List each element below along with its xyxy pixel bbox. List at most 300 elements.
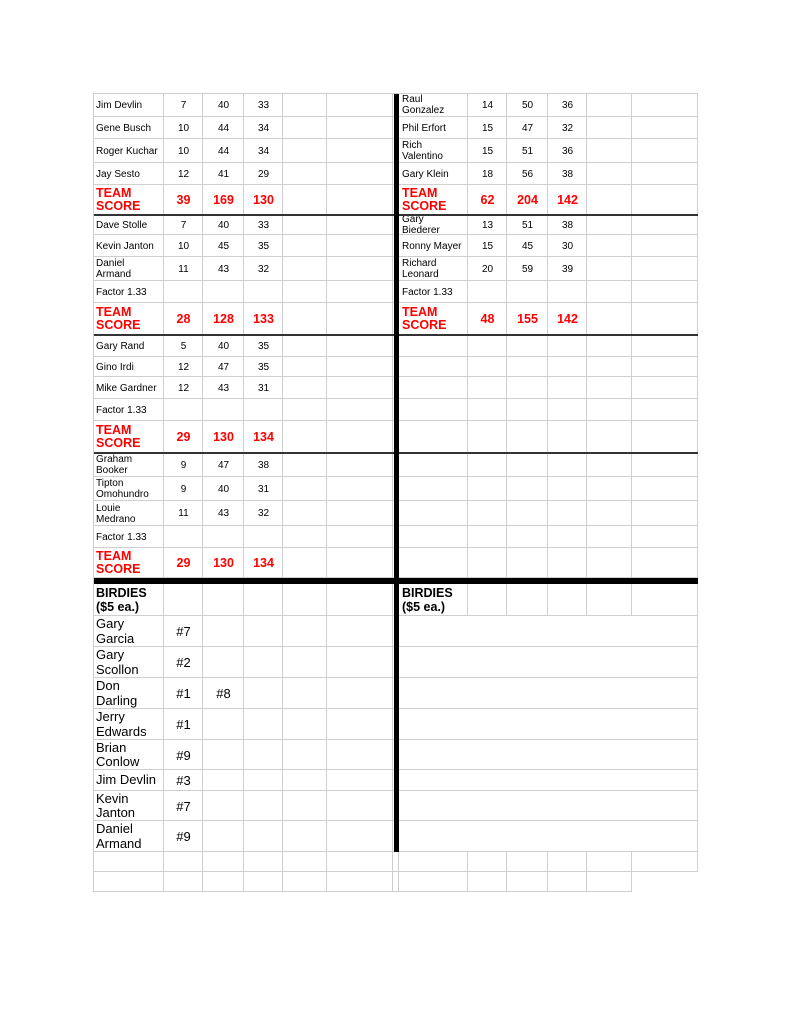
grid-cell [507, 335, 548, 357]
grid-cell [632, 421, 698, 453]
player-score: 12 [177, 382, 190, 394]
grid-cell [327, 526, 393, 548]
grid-cell [632, 852, 698, 872]
team-score-value: 48 [480, 311, 495, 326]
grid-cell [587, 235, 632, 257]
grid-cell [244, 872, 283, 892]
grid-cell [283, 872, 327, 892]
team-score-value: 134 [253, 429, 274, 444]
grid-cell [164, 852, 203, 872]
player-score [468, 281, 507, 303]
grid-cell [327, 821, 393, 852]
grid-cell [399, 770, 698, 791]
birdies-header: BIRDIES ($5 ea.) [96, 586, 147, 614]
player-score: 7 [180, 99, 187, 111]
grid-cell [548, 477, 587, 501]
player-score: 12 [177, 168, 190, 180]
grid-cell [327, 257, 393, 281]
grid-cell [327, 139, 393, 163]
grid-cell [327, 357, 393, 377]
grid-cell [399, 377, 468, 399]
grid-cell [327, 872, 393, 892]
player-name: Tipton Omohundro [96, 478, 149, 500]
grid-cell [283, 163, 327, 185]
player-score: 36 [561, 145, 574, 157]
grid-cell [399, 335, 468, 357]
team-score-value: 29 [176, 429, 191, 444]
birdie-hole: #9 [176, 747, 191, 763]
grid-cell [632, 163, 698, 185]
player-score: 45 [217, 240, 230, 252]
team-score-value: 29 [176, 555, 191, 570]
grid-cell [327, 709, 393, 740]
grid-cell [283, 501, 327, 526]
grid-cell [548, 357, 587, 377]
grid-cell [283, 548, 327, 578]
player-name: Dave Stolle [96, 219, 148, 231]
grid-cell [399, 399, 468, 421]
birdie-hole [203, 616, 244, 647]
grid-cell [399, 872, 468, 892]
player-score: 38 [561, 219, 574, 231]
grid-cell [548, 872, 587, 892]
birdie-hole: #1 [176, 686, 191, 701]
player-score: 32 [561, 122, 574, 134]
player-score: 38 [257, 459, 270, 471]
player-name: Gino Irdi [96, 361, 134, 373]
grid-cell [93, 872, 164, 892]
birdie-player-name: Don Darling [96, 678, 138, 708]
player-name: Daniel Armand [96, 258, 132, 280]
player-score [244, 399, 283, 421]
grid-cell [283, 453, 327, 477]
player-score: 40 [217, 99, 230, 111]
team-score-value: 62 [480, 192, 495, 207]
grid-cell [632, 93, 698, 117]
team-score-value: 39 [176, 192, 191, 207]
birdie-hole: #9 [176, 829, 191, 844]
player-name: Ronny Mayer [402, 240, 462, 252]
scorecard-sheet [93, 93, 698, 890]
player-score: 10 [177, 145, 190, 157]
grid-cell [507, 477, 548, 501]
grid-cell [548, 335, 587, 357]
team-score-value: 28 [176, 311, 191, 326]
grid-cell [327, 477, 393, 501]
player-score: 12 [177, 361, 190, 373]
grid-cell [468, 335, 507, 357]
grid-cell [468, 526, 507, 548]
grid-cell [632, 399, 698, 421]
player-score [244, 526, 283, 548]
grid-cell [632, 281, 698, 303]
player-score: 9 [180, 483, 187, 495]
player-score: 47 [521, 122, 534, 134]
grid-cell [632, 257, 698, 281]
grid-cell [587, 93, 632, 117]
grid-cell [548, 526, 587, 548]
grid-cell [587, 163, 632, 185]
grid-cell [283, 139, 327, 163]
grid-cell [399, 357, 468, 377]
grid-cell [283, 852, 327, 872]
grid-cell [468, 548, 507, 578]
grid-cell [327, 117, 393, 139]
grid-cell [399, 647, 698, 678]
grid-cell [587, 377, 632, 399]
grid-cell [632, 185, 698, 215]
player-score: 7 [180, 219, 187, 231]
grid-cell [283, 357, 327, 377]
player-score: 20 [481, 263, 494, 275]
grid-cell [283, 257, 327, 281]
player-score: 38 [561, 168, 574, 180]
player-score: 33 [257, 219, 270, 231]
grid-cell [587, 421, 632, 453]
player-score: 14 [481, 99, 494, 111]
grid-cell [327, 616, 393, 647]
grid-cell [468, 399, 507, 421]
grid-cell [283, 709, 327, 740]
player-score: 10 [177, 122, 190, 134]
grid-cell [327, 740, 393, 770]
grid-cell [327, 584, 393, 616]
grid-cell [507, 501, 548, 526]
player-score: 31 [257, 483, 270, 495]
birdie-hole: #7 [176, 798, 191, 814]
team-score-label: TEAM SCORE [96, 186, 141, 213]
player-name: Graham Booker [96, 454, 133, 476]
grid-cell [164, 872, 203, 892]
grid-cell [244, 647, 283, 678]
player-score: 43 [217, 263, 230, 275]
player-score [203, 399, 244, 421]
grid-cell [468, 357, 507, 377]
grid-cell [283, 421, 327, 453]
team-score-label: TEAM SCORE [96, 423, 141, 450]
grid-cell [632, 501, 698, 526]
birdie-hole: #8 [216, 686, 231, 701]
grid-cell [587, 335, 632, 357]
player-score [203, 281, 244, 303]
grid-cell [587, 852, 632, 872]
birdie-hole [203, 740, 244, 770]
player-score [548, 281, 587, 303]
grid-cell [283, 477, 327, 501]
player-score: 47 [217, 459, 230, 471]
grid-cell [327, 93, 393, 117]
grid-cell [327, 421, 393, 453]
grid-cell [587, 872, 632, 892]
grid-cell [632, 303, 698, 335]
player-score [507, 281, 548, 303]
grid-cell [283, 526, 327, 548]
grid-cell [327, 852, 393, 872]
grid-cell [632, 357, 698, 377]
player-score: 15 [481, 145, 494, 157]
grid-cell [283, 399, 327, 421]
player-score: 34 [257, 145, 270, 157]
grid-cell [587, 303, 632, 335]
player-score: 10 [177, 240, 190, 252]
grid-cell [244, 740, 283, 770]
grid-cell [283, 377, 327, 399]
birdie-hole: #2 [176, 655, 191, 670]
grid-cell [507, 421, 548, 453]
birdie-hole [203, 709, 244, 740]
player-name: Gary Biederer [402, 215, 440, 235]
player-name: Richard Leonard [402, 258, 439, 280]
grid-cell [327, 215, 393, 235]
grid-cell [587, 453, 632, 477]
grid-cell [327, 281, 393, 303]
player-score: 51 [521, 219, 534, 231]
grid-cell [327, 399, 393, 421]
grid-cell [283, 185, 327, 215]
grid-cell [507, 852, 548, 872]
grid-cell [327, 647, 393, 678]
grid-cell [632, 584, 698, 616]
grid-cell [244, 770, 283, 791]
team-score-label: TEAM SCORE [96, 305, 141, 332]
grid-cell [587, 215, 632, 235]
grid-cell [399, 501, 468, 526]
birdie-player-name: Kevin Janton [96, 791, 136, 820]
player-score: 59 [521, 263, 534, 275]
player-name: Gary Klein [402, 168, 449, 180]
grid-cell [283, 335, 327, 357]
grid-cell [548, 399, 587, 421]
player-score: 31 [257, 382, 270, 394]
grid-cell [244, 791, 283, 821]
grid-cell [587, 501, 632, 526]
grid-cell [399, 548, 468, 578]
grid-cell [507, 377, 548, 399]
grid-cell [587, 526, 632, 548]
grid-cell [468, 377, 507, 399]
birdie-player-name: Gary Garcia [96, 616, 135, 646]
grid-cell [632, 235, 698, 257]
grid-cell [399, 740, 698, 770]
grid-cell [327, 791, 393, 821]
grid-cell [203, 852, 244, 872]
grid-cell [327, 678, 393, 709]
grid-cell [587, 117, 632, 139]
player-name: Phil Erfort [402, 122, 446, 134]
team-score-value: 142 [557, 192, 578, 207]
team-score-label: TEAM SCORE [402, 305, 447, 332]
player-score: 45 [521, 240, 534, 252]
grid-cell [632, 335, 698, 357]
birdie-hole [203, 791, 244, 821]
grid-cell [399, 709, 698, 740]
birdie-hole: #3 [176, 773, 191, 788]
player-name: Factor 1.33 [96, 286, 147, 298]
player-name: Gary Rand [96, 340, 145, 352]
player-name: Louie Medrano [96, 502, 136, 525]
birdie-hole: #1 [176, 717, 191, 732]
birdies-header: BIRDIES ($5 ea.) [402, 586, 453, 614]
grid-cell [587, 584, 632, 616]
player-score: 35 [257, 340, 270, 352]
grid-cell [632, 215, 698, 235]
grid-cell [399, 421, 468, 453]
grid-cell [548, 852, 587, 872]
player-score: 34 [257, 122, 270, 134]
grid-cell [327, 548, 393, 578]
player-score: 33 [257, 99, 270, 111]
player-score: 32 [257, 508, 270, 519]
team-score-value: 142 [557, 311, 578, 326]
grid-cell [283, 584, 327, 616]
grid-cell [587, 357, 632, 377]
player-name: Roger Kuchar [96, 145, 158, 157]
grid-cell [244, 821, 283, 852]
grid-cell [507, 357, 548, 377]
grid-cell [632, 477, 698, 501]
grid-cell [507, 526, 548, 548]
team-score-value: 130 [213, 555, 234, 570]
player-score: 18 [481, 168, 494, 180]
grid-cell [468, 477, 507, 501]
player-score: 44 [217, 122, 230, 134]
grid-cell [507, 399, 548, 421]
birdie-hole [203, 647, 244, 678]
grid-cell [468, 852, 507, 872]
player-score: 35 [257, 361, 270, 373]
grid-cell [283, 117, 327, 139]
player-score: 50 [521, 99, 534, 111]
grid-cell [399, 678, 698, 709]
player-score [164, 281, 203, 303]
grid-cell [327, 163, 393, 185]
player-name: Factor 1.33 [402, 286, 453, 298]
grid-cell [587, 477, 632, 501]
player-score: 35 [257, 240, 270, 252]
grid-cell [283, 235, 327, 257]
grid-cell [587, 281, 632, 303]
birdie-player-name: Brian Conlow [96, 740, 140, 769]
grid-cell [548, 453, 587, 477]
player-name: Kevin Janton [96, 240, 154, 252]
player-score: 44 [217, 145, 230, 157]
player-score: 39 [561, 263, 574, 275]
team-score-label: TEAM SCORE [96, 549, 141, 576]
player-score [164, 399, 203, 421]
birdie-hole [203, 821, 244, 852]
player-score: 5 [180, 340, 187, 352]
grid-cell [244, 584, 283, 616]
grid-cell [283, 678, 327, 709]
team-score-value: 155 [517, 311, 538, 326]
player-score: 11 [178, 508, 189, 519]
player-score: 40 [217, 219, 230, 231]
team-score-value: 169 [213, 192, 234, 207]
player-score [164, 526, 203, 548]
grid-cell [468, 872, 507, 892]
grid-cell [93, 852, 164, 872]
grid-cell [468, 421, 507, 453]
grid-cell [283, 647, 327, 678]
grid-cell [399, 453, 468, 477]
grid-cell [283, 821, 327, 852]
grid-cell [587, 185, 632, 215]
grid-cell [327, 185, 393, 215]
player-score: 36 [561, 99, 574, 111]
blank-row [93, 872, 698, 892]
player-score: 43 [217, 382, 230, 394]
grid-cell [548, 377, 587, 399]
team-score-value: 133 [253, 311, 274, 326]
grid-cell [244, 616, 283, 647]
grid-cell [327, 235, 393, 257]
grid-cell [327, 335, 393, 357]
player-name: Jay Sesto [96, 168, 140, 180]
grid-cell [283, 281, 327, 303]
grid-cell [548, 501, 587, 526]
grid-cell [283, 740, 327, 770]
grid-cell [548, 584, 587, 616]
player-score: 56 [521, 168, 534, 180]
grid-cell [327, 303, 393, 335]
grid-cell [399, 477, 468, 501]
grid-cell [507, 548, 548, 578]
player-name: Mike Gardner [96, 382, 157, 394]
player-score [244, 281, 283, 303]
grid-cell [587, 399, 632, 421]
player-name: Factor 1.33 [96, 404, 147, 416]
grid-cell [507, 584, 548, 616]
grid-cell [548, 548, 587, 578]
grid-cell [203, 872, 244, 892]
player-score: 41 [217, 168, 230, 180]
grid-cell [587, 257, 632, 281]
grid-cell [283, 215, 327, 235]
grid-cell [283, 616, 327, 647]
team-score-label: TEAM SCORE [402, 186, 447, 213]
player-score: 30 [561, 240, 574, 252]
grid-cell [327, 453, 393, 477]
grid-cell [632, 526, 698, 548]
grid-cell [587, 139, 632, 163]
player-score: 13 [481, 219, 494, 231]
grid-cell [327, 377, 393, 399]
team-score-value: 130 [213, 429, 234, 444]
grid-cell [283, 303, 327, 335]
team-score-value: 128 [213, 311, 234, 326]
grid-cell [507, 453, 548, 477]
player-name: Rich Valentino [402, 140, 443, 162]
grid-cell [632, 453, 698, 477]
grid-cell [327, 501, 393, 526]
birdie-player-name: Gary Scollon [96, 647, 139, 677]
grid-cell [327, 770, 393, 791]
birdie-hole: #7 [176, 624, 191, 639]
player-score: 29 [257, 168, 270, 180]
player-name: Raul Gonzalez [402, 94, 445, 116]
left-border [93, 93, 94, 892]
player-score: 51 [521, 145, 534, 157]
player-score [203, 526, 244, 548]
grid-cell [399, 526, 468, 548]
player-score: 40 [217, 483, 230, 495]
player-score: 32 [257, 263, 270, 275]
birdie-hole [203, 770, 244, 791]
grid-cell [244, 852, 283, 872]
grid-cell [587, 548, 632, 578]
player-score: 15 [481, 240, 494, 252]
team-score-value: 130 [253, 192, 274, 207]
